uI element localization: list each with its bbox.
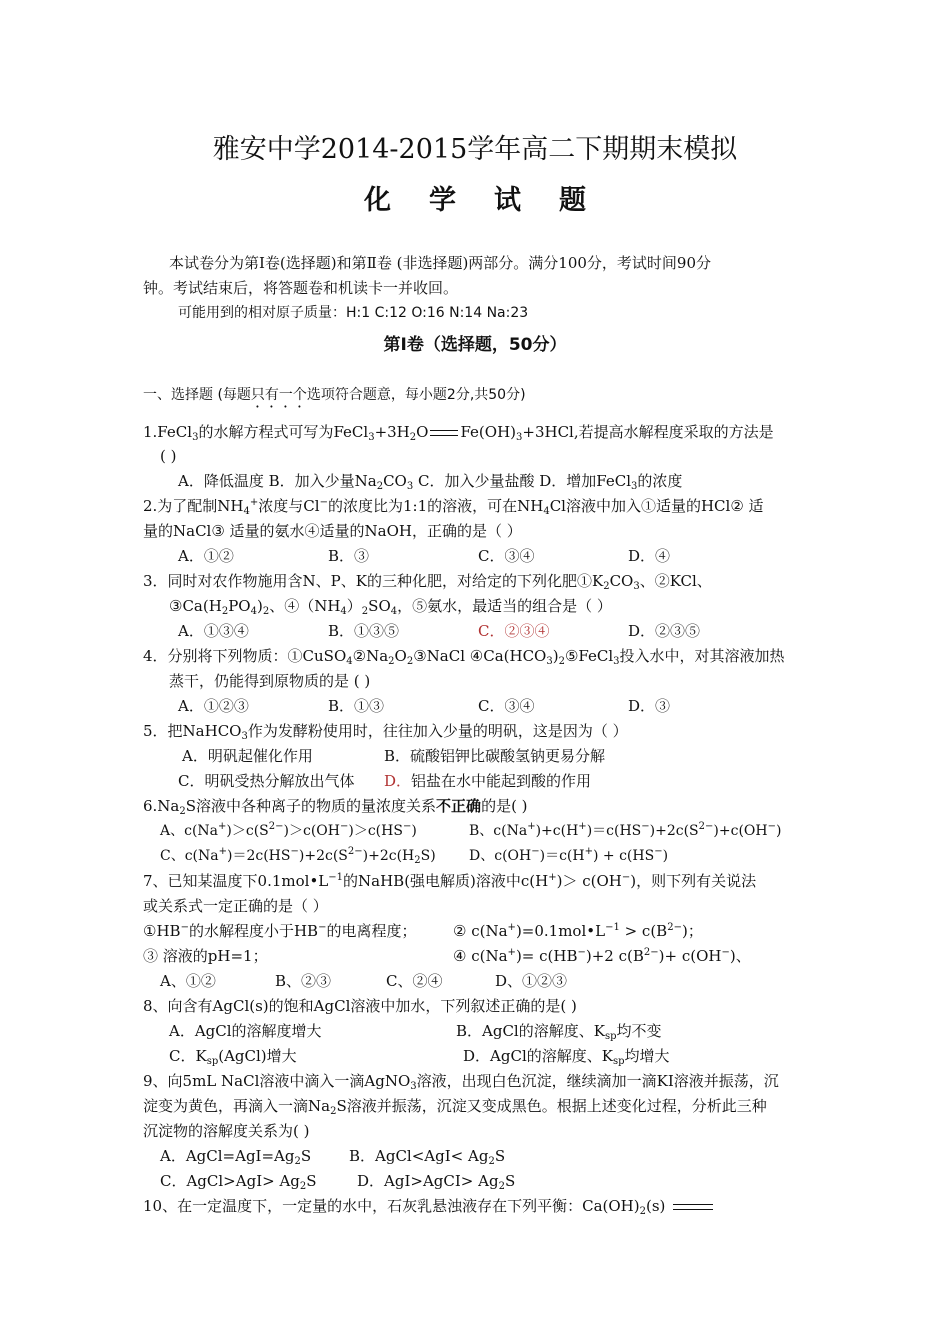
question-2-option-c: C．③④ [478, 547, 535, 565]
equilibrium-arrow-icon [673, 1202, 713, 1212]
question-7-statement-2: ② $c(Na^+)=0.1mol•L^{-1} > c(B^{2-})$； [453, 922, 703, 940]
question-5-stem: 5．把NaHCO$_3$作为发酵粉使用时，往往加入少量的明矾，这是因为（ ） [143, 722, 628, 742]
question-2-option-d: D．④ [628, 547, 671, 565]
question-5-option-b: B．硫酸铝钾比碳酸氢钠更易分解 [384, 747, 606, 765]
question-6-option-b: B、$c(Na^+)+c(H^+)=c(HS^-)+2c(S^{2-})+c(OH^-)$ [469, 821, 782, 839]
intro-line-2: 钟。考试结束后，将答题卷和机读卡一并收回。 [143, 279, 459, 297]
question-4-stem: 4．分别将下列物质：$①CuSO_4②Na_2O_2③NaCl$ $④Ca(HCO_3)_2⑤FeCl_3$投入水中，对其溶液加热 [143, 647, 785, 667]
question-6-option-a: A、$c(Na^+)>c(S^{2-})>c(OH^-)>c(HS^-)$ [160, 821, 417, 839]
question-8-option-d: D．AgCl的溶解度、$K_{sp}$均增大 [463, 1047, 670, 1067]
question-4-option-c: C．③④ [478, 697, 535, 715]
question-8-stem: 8、向含有AgCl(s)的饱和AgCl溶液中加水，下列叙述正确的是( ) [143, 997, 577, 1015]
question-8-option-c: C．$K_{sp}(AgCl)$增大 [169, 1047, 297, 1067]
question-8-option-b: B．AgCl的溶解度、$K_{sp}$均不变 [456, 1022, 662, 1042]
question-1-answer-paren: ( ) [160, 447, 177, 465]
question-9-stem-end: 沉淀物的溶解度关系为( ) [143, 1122, 310, 1140]
question-1-stem: 1.FeCl$_3$的水解方程式可写为$FeCl_3+3H_2O$ $Fe(OH)_3+3HCl$,若提高水解程度采取的方法是 [143, 423, 774, 443]
question-6-stem: $6.Na_2S$溶液中各种离子的物质的量浓度关系不正确的是( ) [143, 797, 528, 817]
question-3-option-a: A．①③④ [178, 622, 249, 640]
question-9-option-d: D．AgI>AgCI> $Ag_2S$ [357, 1172, 516, 1192]
question-4-option-b: B．①③ [328, 697, 385, 715]
question-5-option-c: C．明矾受热分解放出气体 [178, 772, 355, 790]
question-2-stem: 2.为了配制$NH_4^+$浓度与Cl−的浓度比为1:1的溶液，可在$NH_4Cl$溶液中加入①适量的HCl② 适 [143, 497, 764, 517]
section-heading: 第Ⅰ卷（选择题，50分） [383, 335, 567, 355]
question-7-option-d: D、①②③ [495, 972, 568, 990]
question-2-option-b: B．③ [328, 547, 370, 565]
question-1-options: A．降低温度 B．加入少量$Na_2CO_3$ C．加入少量盐酸 D．增加FeCl$_3$的浓度 [178, 472, 683, 492]
question-6-option-c: C、$c(Na^+)=2c(HS^-)+2c(S^{2-})+2c(H_2S)$ [160, 846, 436, 866]
question-4-option-d: D．③ [628, 697, 671, 715]
question-5-option-d: D．铝盐在水中能起到酸的作用 [384, 772, 592, 790]
section-instructions: 一、选择题 (每题只有一个选项符合题意，每小题2分,共50分) [143, 387, 526, 403]
question-6-option-d: D、c(OH−)＝c(H+) + c(HS−) [469, 846, 669, 864]
question-5-option-a: A．明矾起催化作用 [182, 747, 313, 765]
intro-line-1: 本试卷分为第Ⅰ卷(选择题)和第Ⅱ卷 (非选择题)两部分。满分100分，考试时间90分 [169, 254, 712, 272]
question-9-option-b: B．AgCl<AgI< $Ag_2S$ [349, 1147, 506, 1167]
atomic-masses: 可能用到的相对原子质量：H:1 C:12 O:16 N:14 Na:23 [178, 305, 529, 321]
question-8-option-a: A．AgCl的溶解度增大 [169, 1022, 322, 1040]
question-7-option-a: A、①② [160, 972, 216, 990]
question-7-stem: 7、已知某温度下$0.1mol•L^{-1}$的NaHB(强电解质)溶液中c(H+)＞ c(OH−)，则下列有关说法 [143, 872, 757, 890]
question-3-option-b: B．①③⑤ [328, 622, 400, 640]
question-3-stem: 3．同时对农作物施用含N、P、K的三种化肥，对给定的下列化肥$①K_2CO_3$、②KCl、 [143, 572, 712, 592]
question-4-stem-cont: 蒸干，仍能得到原物质的是 ( ) [169, 672, 371, 690]
exam-subtitle: 化学试题 [364, 185, 624, 216]
equilibrium-arrow-icon [430, 428, 458, 438]
question-7-option-b: B、②③ [275, 972, 332, 990]
question-9-option-a: A．$AgCl=AgI=Ag_2S$ [160, 1147, 312, 1167]
question-3-option-d: D．②③⑤ [628, 622, 701, 640]
exam-title: 雅安中学2014-2015学年高二下期期末模拟 [212, 134, 738, 165]
question-10-stem: 10、在一定温度下，一定量的水中，石灰乳悬浊液存在下列平衡：$Ca(OH)_2(s)$ [143, 1196, 715, 1216]
question-7-statement-4: ④ c(Na+)= c(HB−)+2 $c(B^{2-})+ c(OH^-)$、 [453, 947, 751, 965]
question-3-stem-cont: $③Ca(H_2PO_4)_2$、$④(NH_4)_2SO_4$，⑤氨水，最适当的组合是（ ） [169, 597, 612, 617]
question-7-stem-cont: 或关系式一定正确的是（ ） [143, 897, 328, 915]
question-3-option-c: C．②③④ [478, 622, 550, 640]
question-2-stem-cont: 量的NaCl③ 适量的氨水④适量的NaOH，正确的是（ ） [143, 522, 522, 540]
question-2-option-a: A．①② [178, 547, 234, 565]
question-7-statement-3: ③ 溶液的pH=1； [143, 947, 268, 965]
question-7-option-c: C、②④ [386, 972, 443, 990]
question-9-stem-cont: 淀变为黄色，再滴入一滴$Na_2S$溶液并振荡，沉淀又变成黑色。根据上述变化过程，分析此三种 [143, 1097, 767, 1117]
question-7-statement-1: ①HB−的水解程度小于HB−的电离程度； [143, 922, 417, 940]
question-9-stem: 9、向5mL NaCl溶液中滴入一滴AgNO$_3$溶液，出现白色沉淀，继续滴加一滴KI溶液并振荡，沉 [143, 1072, 779, 1092]
question-9-option-c: C．AgCl>AgI> $Ag_2S$ [160, 1172, 317, 1192]
question-4-option-a: A．①②③ [178, 697, 249, 715]
